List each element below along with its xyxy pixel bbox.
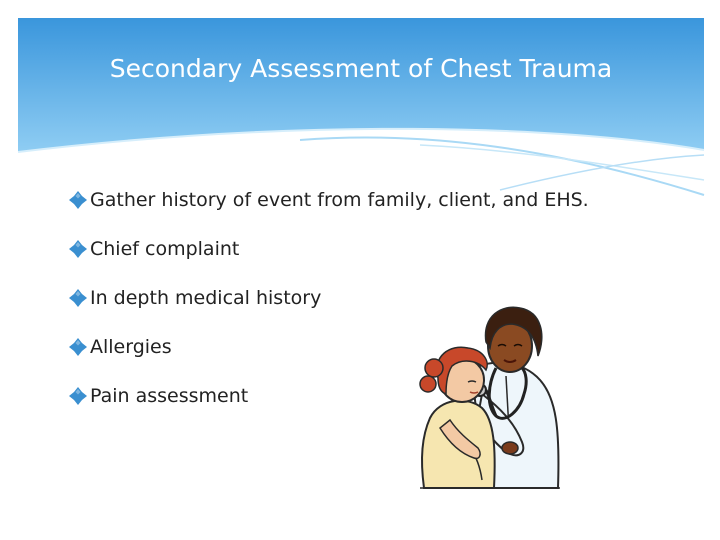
diamond-bullet-icon	[68, 190, 88, 210]
bullet-item	[68, 237, 589, 261]
bullet-text: Chief complaint	[90, 238, 240, 260]
doctor-examining-child-illustration	[410, 298, 570, 490]
diamond-bullet-icon	[68, 288, 88, 308]
slide-title: Secondary Assessment of Chest Trauma	[109, 53, 613, 83]
bullet-text: Gather history of event from family, client, and EHS.	[90, 189, 589, 211]
diamond-bullet-icon	[68, 337, 88, 357]
bullet-text: Allergies	[90, 336, 172, 358]
diamond-bullet-icon	[68, 239, 88, 259]
bullet-text: In depth medical history	[90, 287, 322, 309]
bullet-text: Pain assessment	[90, 385, 249, 407]
diamond-bullet-icon	[68, 386, 88, 406]
bullet-item	[68, 188, 589, 212]
